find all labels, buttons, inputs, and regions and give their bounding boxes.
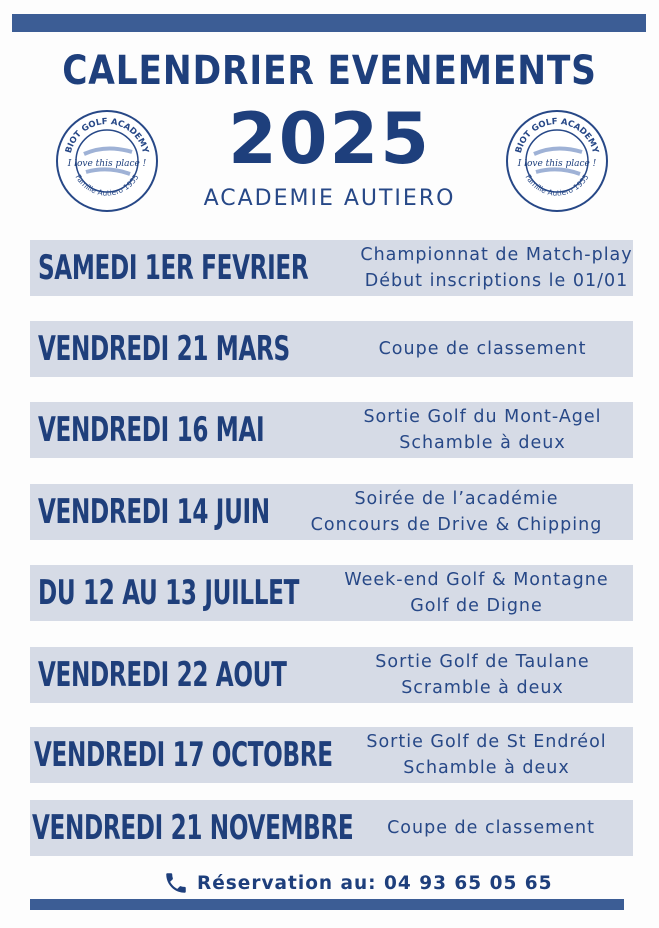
event-desc-line: Schamble à deux [403, 758, 570, 778]
event-desc-line: Sortie Golf de St Endréol [366, 732, 607, 752]
event-date: VENDREDI 14 JUIN [38, 492, 270, 532]
logo-badge-right [504, 108, 610, 214]
event-row [30, 647, 633, 703]
logo-bottom-text: Famille Autiero 1955 [73, 172, 141, 198]
event-row [30, 565, 633, 621]
event-desc-line: Golf de Digne [410, 596, 543, 616]
logo-bottom-text: Famille Autiero 1955 [523, 172, 591, 198]
year-heading: 2025 [228, 98, 431, 180]
event-description [280, 484, 633, 540]
event-date: VENDREDI 21 NOVEMBRE [32, 808, 354, 848]
event-date: VENDREDI 21 MARS [38, 329, 290, 369]
logo-top-text: BIOT GOLF ACADEMY [513, 116, 601, 155]
logo-badge-left [54, 108, 160, 214]
event-description [336, 800, 646, 856]
event-date: VENDREDI 17 OCTOBRE [34, 735, 333, 775]
event-desc-line: Soirée de l’académie [354, 489, 559, 509]
event-date: VENDREDI 22 AOUT [38, 655, 287, 695]
logo-top-text: BIOT GOLF ACADEMY [63, 116, 151, 155]
bottom-bar [30, 899, 624, 910]
event-desc-line: Coupe de classement [387, 818, 595, 838]
logo-middle-text: I love this place ! [517, 159, 597, 169]
event-row [30, 484, 633, 540]
event-description [316, 647, 649, 703]
event-description [320, 727, 653, 783]
event-row [30, 800, 633, 856]
event-desc-line: Début inscriptions le 01/01 [364, 271, 629, 291]
reservation-line [163, 869, 553, 897]
page-title: CALENDRIER EVENEMENTS [62, 48, 597, 94]
event-desc-line: Sortie Golf de Taulane [375, 652, 590, 672]
event-desc-line: Coupe de classement [378, 339, 587, 359]
event-desc-line: Week-end Golf & Montagne [344, 570, 609, 590]
top-bar [12, 14, 646, 32]
event-description [300, 565, 653, 621]
logo-middle-text: I love this place ! [67, 159, 147, 169]
event-date: SAMEDI 1ER FEVRIER [38, 248, 309, 288]
academy-subtitle: ACADEMIE AUTIERO [203, 186, 456, 211]
event-desc-line: Schamble à deux [399, 433, 566, 453]
event-row [30, 402, 633, 458]
biot-golf-academy-logo [54, 108, 160, 214]
event-description [316, 321, 649, 377]
event-desc-line: Championnat de Match-play [360, 245, 633, 265]
event-description [316, 402, 649, 458]
reservation-text: Réservation au: 04 93 65 05 65 [197, 872, 553, 894]
event-row [30, 727, 633, 783]
event-desc-line: Sortie Golf du Mont-Agel [363, 407, 602, 427]
event-row [30, 321, 633, 377]
event-row [30, 240, 633, 296]
event-date: VENDREDI 16 MAI [38, 410, 265, 450]
phone-icon [163, 870, 189, 896]
event-desc-line: Scramble à deux [401, 678, 564, 698]
event-date: DU 12 AU 13 JUILLET [38, 573, 300, 613]
event-desc-line: Concours de Drive & Chipping [310, 515, 603, 535]
biot-golf-academy-logo [504, 108, 610, 214]
event-description [330, 240, 659, 296]
